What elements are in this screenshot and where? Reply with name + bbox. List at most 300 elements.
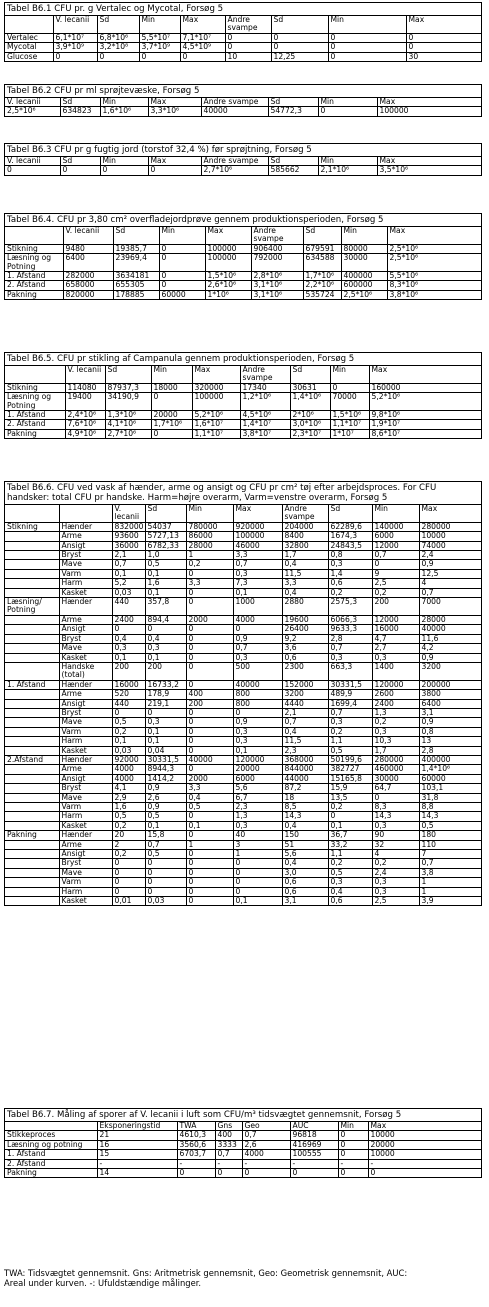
footnote-line-2: Areal under kurven. -: Ufuldstændige målinger.: [4, 1278, 202, 1289]
table-row: [5, 383, 481, 392]
column-header: Min: [338, 1122, 368, 1131]
table-cell: 200000: [419, 680, 481, 689]
table-cell: 0,2: [112, 821, 145, 830]
table-row: [5, 569, 481, 578]
table-cell: 6000: [233, 774, 282, 783]
data-grid: [5, 98, 481, 116]
column-header: Sd: [105, 366, 151, 383]
table-cell: Ansigt: [59, 850, 112, 859]
table-cell: 10000: [419, 532, 481, 541]
column-header: [59, 505, 112, 522]
table-cell: 1: [186, 551, 233, 560]
table-cell: 0: [328, 52, 406, 61]
table-cell: 520: [112, 690, 145, 699]
table-cell: 1,5*10⁶: [330, 411, 369, 420]
table-cell: 8944,3: [145, 765, 186, 774]
table-cell: 0: [186, 887, 233, 896]
table-cell: 0,5: [186, 803, 233, 812]
table-cell: 1000: [233, 598, 282, 616]
table-cell: 0: [186, 644, 233, 653]
table-cell: 4,2: [419, 644, 481, 653]
table-cell: 1. Afstand: [5, 411, 65, 420]
column-header: Max: [192, 366, 240, 383]
table-row: [5, 718, 481, 727]
table-cell: 357,8: [145, 598, 186, 616]
table-cell: 0: [53, 52, 97, 61]
table-cell: Harm: [59, 737, 112, 746]
table-cell: 219,1: [145, 699, 186, 708]
table-cell: 2,1: [112, 551, 145, 560]
table-row: [5, 33, 481, 42]
table-cell: 0: [112, 625, 145, 634]
table-cell: 4,5*10⁶: [240, 411, 290, 420]
table-cell: 200: [112, 662, 145, 680]
table-b6-6: [4, 481, 482, 906]
table-cell: Pakning: [5, 429, 65, 438]
table-cell: 0,3: [112, 644, 145, 653]
table-cell: 0,3: [328, 653, 372, 662]
table-cell: [5, 746, 59, 755]
table-cell: 2880: [282, 598, 328, 616]
table-cell: 0,8: [328, 551, 372, 560]
table-cell: 0,2: [112, 850, 145, 859]
table-cell: 0,9: [419, 653, 481, 662]
table-cell: Stikning: [5, 383, 65, 392]
table-cell: 2,5*10⁶: [5, 107, 60, 116]
table-cell: 100000: [233, 532, 282, 541]
table-cell: 0: [328, 43, 406, 52]
column-header: Min: [330, 366, 369, 383]
table-row: [5, 803, 481, 812]
table-cell: 3,7*10⁹: [139, 43, 180, 52]
table-cell: 10000: [368, 1131, 481, 1140]
table-row: [5, 281, 481, 290]
table-row: [5, 1159, 481, 1168]
table-cell: 0: [233, 878, 282, 887]
table-cell: 368000: [282, 755, 328, 764]
column-header: Sd: [113, 227, 159, 244]
table-cell: [5, 765, 59, 774]
table-cell: 0,01: [112, 897, 145, 906]
column-header: V. lecanii: [112, 505, 145, 522]
table-cell: 0,9: [419, 560, 481, 569]
table-cell: 2,2*10⁶: [303, 281, 341, 290]
table-cell: [5, 868, 59, 877]
column-header: Min: [318, 98, 377, 107]
table-cell: 31,8: [419, 793, 481, 802]
column-header: Min: [328, 16, 406, 33]
table-cell: 0: [159, 254, 205, 272]
table-cell: 0,4: [282, 560, 328, 569]
table-cell: Ansigt: [59, 541, 112, 550]
table-cell: 60000: [159, 290, 205, 299]
table-cell: 8,5: [282, 803, 328, 812]
table-cell: 0,2: [112, 727, 145, 736]
table-cell: 0: [100, 166, 148, 175]
header-row: [5, 157, 481, 166]
table-cell: 0,5: [328, 868, 372, 877]
table-cell: 33,2: [328, 840, 372, 849]
table-cell: 0,4: [282, 859, 328, 868]
table-cell: 5,6: [233, 784, 282, 793]
table-row: [5, 755, 481, 764]
table-cell: Bryst: [59, 859, 112, 868]
table-cell: 0: [372, 793, 419, 802]
table-row: [5, 737, 481, 746]
table-cell: Handske (total): [59, 662, 112, 680]
table-cell: 64,7: [372, 784, 419, 793]
header-row: [5, 366, 481, 383]
table-cell: Kasket: [59, 821, 112, 830]
table-cell: 3,8: [419, 868, 481, 877]
table-cell: 5,5*10⁷: [139, 33, 180, 42]
table-cell: [5, 850, 59, 859]
column-header: [5, 366, 65, 383]
table-cell: 40000: [201, 107, 268, 116]
table-cell: Pakning: [5, 831, 59, 840]
table-cell: 0,9: [145, 803, 186, 812]
column-header: [5, 505, 59, 522]
table-cell: 0: [406, 33, 481, 42]
table-cell: 1,6*10⁷: [192, 420, 240, 429]
table-cell: 0,4: [145, 634, 186, 643]
table-cell: 440: [112, 699, 145, 708]
table-cell: 19385,7: [113, 244, 159, 253]
table-row: [5, 43, 481, 52]
table-row: [5, 290, 481, 299]
table-cell: 0,1: [145, 569, 186, 578]
table-cell: 0,1: [145, 727, 186, 736]
table-cell: [5, 840, 59, 849]
table-cell: 0,4: [112, 634, 145, 643]
table-cell: 0,6: [328, 897, 372, 906]
table-cell: 13: [419, 737, 481, 746]
table-cell: 8400: [282, 532, 328, 541]
table-cell: 4: [419, 579, 481, 588]
table-cell: 1699,4: [328, 699, 372, 708]
table-cell: 0,6: [328, 579, 372, 588]
table-cell: Mave: [59, 560, 112, 569]
table-cell: 0,2: [328, 727, 372, 736]
table-cell: 0,1: [112, 737, 145, 746]
table-cell: 0: [338, 1169, 368, 1178]
table-cell: 44000: [282, 774, 328, 783]
table-cell: 1,7: [282, 551, 328, 560]
table-cell: 74000: [419, 541, 481, 550]
table-cell: 1,7*10⁶: [303, 272, 341, 281]
table-cell: 6782,33: [145, 541, 186, 550]
table-cell: 200: [186, 699, 233, 708]
table-row: [5, 878, 481, 887]
table-cell: 8,3*10⁶: [387, 281, 481, 290]
table-cell: 4,7: [372, 634, 419, 643]
table-cell: 0,3: [328, 878, 372, 887]
table-cell: 1,4*10⁶: [419, 765, 481, 774]
table-cell: 0: [233, 625, 282, 634]
table-cell: 1,4: [328, 569, 372, 578]
table-row: [5, 653, 481, 662]
table-cell: 3,3: [282, 579, 328, 588]
column-header: [5, 1122, 97, 1131]
table-cell: 460000: [372, 765, 419, 774]
table-cell: 0: [271, 33, 328, 42]
table-cell: [5, 569, 59, 578]
table-cell: 634823: [60, 107, 100, 116]
table-cell: Bryst: [59, 708, 112, 717]
table-cell: 0,4: [328, 887, 372, 896]
table-cell: 80000: [341, 244, 387, 253]
table-b6-2: [4, 84, 482, 117]
column-header: Eksponeringstid: [97, 1122, 177, 1131]
table-row: [5, 52, 481, 61]
table-cell: 12,5: [419, 569, 481, 578]
table-cell: 9633,3: [328, 625, 372, 634]
column-header: Min: [318, 157, 377, 166]
table-cell: 100000: [377, 107, 481, 116]
table-cell: 46000: [233, 541, 282, 550]
table-row: [5, 1131, 481, 1140]
table-cell: 3200: [282, 690, 328, 699]
table-b6-7: [4, 1108, 482, 1178]
table-cell: 26400: [282, 625, 328, 634]
table-cell: 0,3: [328, 560, 372, 569]
table-row: [5, 579, 481, 588]
table-cell: 1,4*10⁷: [240, 420, 290, 429]
table-cell: 0,1: [186, 821, 233, 830]
column-header: Max: [148, 98, 201, 107]
table-cell: 0: [145, 859, 186, 868]
column-header: Min: [139, 16, 180, 33]
table-cell: 0: [186, 812, 233, 821]
table-cell: [5, 812, 59, 821]
table-cell: 0,5: [112, 812, 145, 821]
column-header: Max: [377, 98, 481, 107]
table-cell: 93600: [112, 532, 145, 541]
table-cell: Glucose: [5, 52, 53, 61]
table-cell: 16000: [372, 625, 419, 634]
table-cell: 2,9: [112, 793, 145, 802]
table-cell: 0,3: [233, 737, 282, 746]
table-row: [5, 897, 481, 906]
table-cell: Læsning og Potning: [5, 393, 65, 411]
table-cell: 0: [328, 33, 406, 42]
table-cell: Harm: [59, 812, 112, 821]
data-grid: [5, 1122, 481, 1177]
table-cell: -: [338, 1159, 368, 1168]
table-caption: Tabel B6.6. CFU ved vask af hænder, arme og ansigt og CFU pr cm² tøj efter arbejdsproces. For CFU handsker: total CFU pr handske. Harm=højre overarm, Varm=venstre overarm, Forsøg 5: [5, 482, 481, 505]
table-cell: 0,4: [186, 793, 233, 802]
table-cell: 2. Afstand: [5, 1159, 97, 1168]
table-cell: 50199,6: [328, 755, 372, 764]
table-row: [5, 254, 481, 272]
table-cell: 0: [177, 1169, 215, 1178]
table-cell: 2,4: [372, 868, 419, 877]
table-cell: Harm: [59, 887, 112, 896]
column-header: Max: [406, 16, 481, 33]
table-cell: 0: [330, 383, 369, 392]
table-cell: 0: [233, 708, 282, 717]
table-cell: Arme: [59, 615, 112, 624]
table-cell: 40: [233, 831, 282, 840]
table-cell: 1,1*10⁷: [330, 420, 369, 429]
table-cell: 0,5: [112, 718, 145, 727]
table-cell: 3,1: [419, 708, 481, 717]
table-cell: 12000: [372, 541, 419, 550]
column-header: Sd: [145, 505, 186, 522]
data-grid: [5, 157, 481, 175]
table-cell: 416969: [290, 1140, 338, 1149]
table-cell: 0: [186, 868, 233, 877]
table-cell: 0,3: [145, 644, 186, 653]
table-cell: 0: [215, 1169, 242, 1178]
table-cell: 6400: [63, 254, 113, 272]
table-cell: Ansigt: [59, 699, 112, 708]
table-cell: 0,5: [145, 560, 186, 569]
table-cell: 2600: [372, 690, 419, 699]
table-cell: 0: [186, 634, 233, 643]
table-cell: 5,2*10⁶: [192, 411, 240, 420]
table-cell: 150: [282, 831, 328, 840]
table-cell: 0: [372, 560, 419, 569]
table-cell: 1400: [372, 662, 419, 680]
table-b6-1: [4, 2, 482, 62]
table-cell: 15,8: [145, 831, 186, 840]
table-cell: [5, 634, 59, 643]
table-cell: 0: [186, 746, 233, 755]
table-row: [5, 393, 481, 411]
table-cell: [5, 653, 59, 662]
table-cell: 0,4: [282, 727, 328, 736]
table-cell: 3,9*10⁹: [53, 43, 97, 52]
table-cell: 6,7: [233, 793, 282, 802]
table-cell: 2,7*10⁶: [105, 429, 151, 438]
table-cell: Varm: [59, 727, 112, 736]
table-row: [5, 625, 481, 634]
table-row: [5, 868, 481, 877]
table-cell: 0,7: [215, 1150, 242, 1159]
table-cell: 1. Afstand: [5, 680, 59, 689]
table-cell: 2,6*10⁶: [205, 281, 251, 290]
table-cell: 0: [186, 859, 233, 868]
column-header: Sd: [271, 16, 328, 33]
table-cell: 0: [145, 868, 186, 877]
table-cell: Mycotal: [5, 43, 53, 52]
table-cell: 6066,3: [328, 615, 372, 624]
table-cell: 9,2: [282, 634, 328, 643]
column-header: Max: [205, 227, 251, 244]
table-cell: 3,3: [186, 579, 233, 588]
table-cell: [5, 708, 59, 717]
table-cell: 400: [186, 690, 233, 699]
table-cell: 9,8*10⁶: [369, 411, 481, 420]
table-cell: -: [368, 1159, 481, 1168]
table-cell: 3560,6: [177, 1140, 215, 1149]
table-row: [5, 784, 481, 793]
table-row: [5, 634, 481, 643]
table-cell: 15: [97, 1150, 177, 1159]
table-b6-5: [4, 352, 482, 439]
column-header: Min: [186, 505, 233, 522]
table-cell: Ansigt: [59, 774, 112, 783]
table-cell: 400000: [419, 755, 481, 764]
table-cell: 2,5: [372, 897, 419, 906]
table-row: [5, 532, 481, 541]
table-cell: 5,2*10⁶: [369, 393, 481, 411]
table-cell: 103,1: [419, 784, 481, 793]
table-cell: 0: [225, 33, 271, 42]
table-cell: 3,9: [419, 897, 481, 906]
table-cell: 0,3: [233, 653, 282, 662]
table-cell: 0: [233, 887, 282, 896]
table-row: [5, 793, 481, 802]
table-cell: 0: [242, 1169, 290, 1178]
table-cell: 2. Afstand: [5, 420, 65, 429]
table-cell: 2,6: [242, 1140, 290, 1149]
table-cell: 54772,3: [268, 107, 318, 116]
table-cell: Hænder: [59, 755, 112, 764]
table-cell: 0: [159, 281, 205, 290]
table-row: [5, 420, 481, 429]
table-cell: 17340: [240, 383, 290, 392]
table-cell: [5, 699, 59, 708]
table-cell: 70000: [330, 393, 369, 411]
table-cell: 0,1: [328, 821, 372, 830]
table-cell: 0: [338, 1150, 368, 1159]
table-cell: Kasket: [59, 653, 112, 662]
table-cell: 2,3*10⁷: [290, 429, 330, 438]
table-cell: 0,7: [419, 859, 481, 868]
column-header: V. lecanii: [53, 16, 97, 33]
table-cell: 0,8: [419, 727, 481, 736]
table-cell: Varm: [59, 803, 112, 812]
column-header: [5, 227, 63, 244]
column-header: Sd: [303, 227, 341, 244]
table-cell: 2*10⁶: [290, 411, 330, 420]
column-header: V. lecanii: [5, 157, 60, 166]
table-cell: 282000: [63, 272, 113, 281]
table-cell: 20000: [151, 411, 192, 420]
table-cell: 12,25: [271, 52, 328, 61]
table-cell: [5, 662, 59, 680]
table-cell: 3,5*10⁶: [377, 166, 481, 175]
table-cell: [5, 878, 59, 887]
table-cell: 40000: [419, 625, 481, 634]
table-row: [5, 662, 481, 680]
table-cell: Varm: [59, 878, 112, 887]
table-cell: 2,5: [372, 579, 419, 588]
table-cell: 500: [233, 662, 282, 680]
table-cell: Arme: [59, 690, 112, 699]
table-cell: 4000: [112, 765, 145, 774]
table-cell: [5, 774, 59, 783]
table-caption: Tabel B6.7. Måling af sporer af V. lecanii i luft som CFU/m³ tidsvægtet gennemsnit, Forsøg 5: [5, 1109, 481, 1122]
table-cell: Bryst: [59, 784, 112, 793]
table-cell: [5, 541, 59, 550]
table-cell: 3800: [419, 690, 481, 699]
table-cell: 160000: [369, 383, 481, 392]
table-cell: [5, 560, 59, 569]
table-cell: 21: [97, 1131, 177, 1140]
table-cell: 0,7: [419, 588, 481, 597]
table-cell: 7: [419, 850, 481, 859]
table-cell: [5, 615, 59, 624]
column-header: Min: [341, 227, 387, 244]
table-row: [5, 708, 481, 717]
table-cell: 180: [419, 831, 481, 840]
table-cell: 0,03: [112, 746, 145, 755]
column-header: Min: [151, 366, 192, 383]
table-cell: 832000: [112, 522, 145, 531]
